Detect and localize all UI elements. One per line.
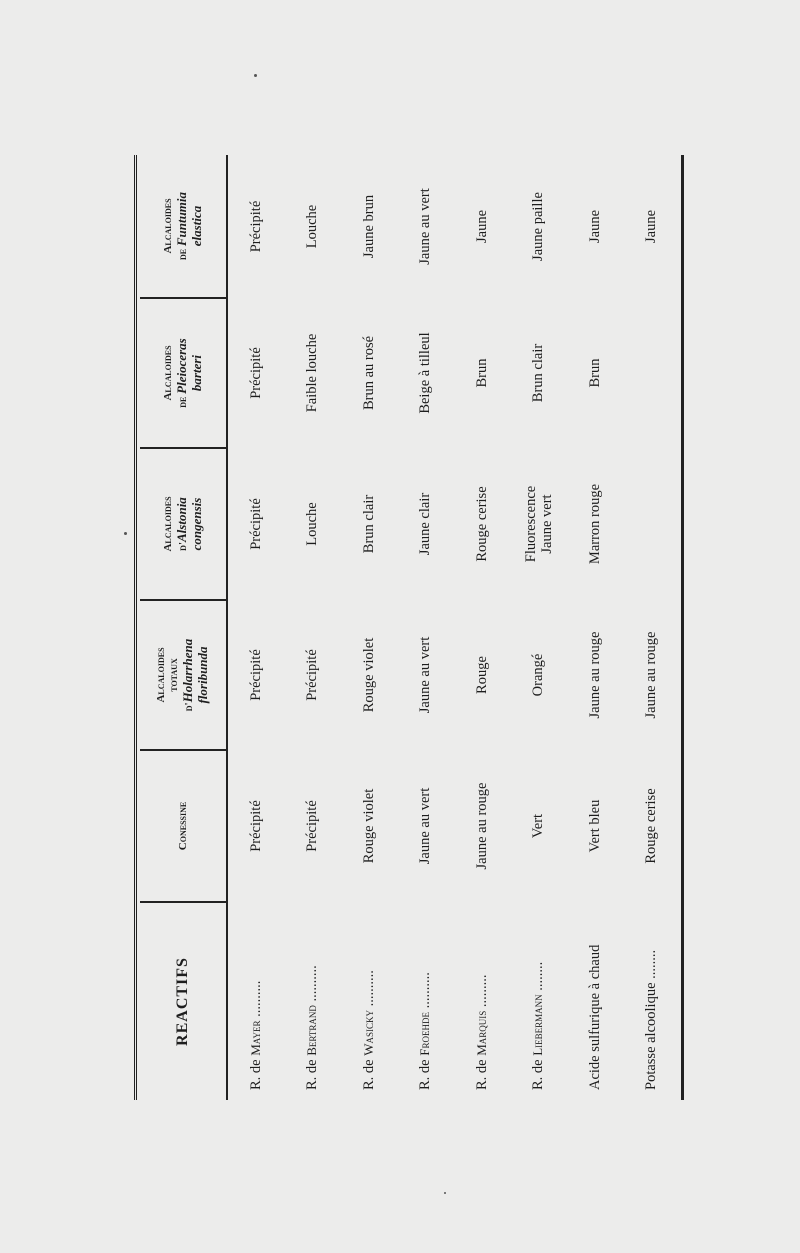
- cell-pleioceras: Brun clair: [530, 343, 547, 403]
- reactif-name: Mayer: [247, 1020, 263, 1056]
- cell-funtumia: Louche: [304, 204, 321, 249]
- header-line: [190, 161, 205, 291]
- cell-conessine: Rouge cerise: [643, 788, 660, 864]
- header-line: Alcaloides: [161, 345, 174, 401]
- header-line: Alcaloides: [161, 198, 174, 254]
- table-row: [454, 155, 510, 1100]
- header-line: [175, 161, 190, 291]
- cell-funtumia: Jaune: [586, 210, 603, 244]
- leader-dots: ..........: [247, 980, 264, 1021]
- reactif-cell: [623, 902, 680, 1100]
- cell-funtumia: Jaune paille: [530, 192, 547, 261]
- cell-conessine: Précipité: [304, 800, 321, 852]
- header-pleioceras: [140, 298, 227, 448]
- cell-conessine: Vert: [530, 813, 547, 839]
- reactif-cell: [454, 902, 510, 1100]
- reactif-cell: [341, 902, 397, 1100]
- bottom-rule: [681, 155, 684, 1100]
- header-prefix: d': [176, 541, 189, 551]
- cell-holarrhena: Précipité: [247, 649, 264, 701]
- reactif-name: Wasicky: [360, 1009, 376, 1056]
- cell-line: Fluorescence: [522, 485, 539, 563]
- table-row: [285, 155, 341, 1100]
- reactif-prefix: R. de: [417, 1055, 434, 1090]
- reactif-prefix: R. de: [473, 1055, 490, 1090]
- header-conessine-label: Conessine: [176, 801, 189, 851]
- reactif-cell: [398, 902, 454, 1100]
- header-prefix: d': [183, 702, 195, 712]
- cell-holarrhena: Jaune au vert: [417, 636, 434, 714]
- header-line: Alcaloides: [161, 496, 174, 552]
- table-row: [341, 155, 397, 1100]
- cell-pleioceras: Précipité: [247, 347, 264, 399]
- reactif-cell: [510, 902, 566, 1100]
- leader-dots: ..........: [360, 970, 377, 1010]
- cell-holarrhena: Jaune au rouge: [586, 631, 603, 719]
- header-line: totaux: [168, 658, 180, 692]
- leader-dots: .........: [473, 974, 490, 1011]
- scan-speck: [444, 1192, 446, 1194]
- header-genus: Funtumia: [173, 191, 189, 247]
- header-line: [190, 455, 205, 593]
- reactif-name: Froehde: [417, 1012, 433, 1056]
- reactif-prefix: Potasse alcoolique: [643, 982, 660, 1090]
- cell-holarrhena: Orangé: [530, 653, 547, 697]
- table-row: [398, 155, 454, 1100]
- cell-holarrhena: Précipité: [304, 649, 321, 701]
- reactif-cell: [567, 902, 623, 1100]
- cell-alstonia: Précipité: [247, 498, 264, 550]
- cell-conessine: Rouge violet: [360, 788, 377, 864]
- cell-alstonia: Brun clair: [360, 494, 377, 554]
- cell-funtumia: Précipité: [247, 200, 264, 253]
- scan-speck: [124, 532, 127, 535]
- reactif-name: Bertrand: [304, 1005, 320, 1056]
- header-prefix: de: [176, 246, 189, 261]
- table-row: [567, 155, 623, 1100]
- table-row: [623, 155, 680, 1100]
- cell-conessine: Vert bleu: [586, 799, 603, 853]
- cell-pleioceras: [623, 298, 680, 448]
- cell-conessine: Jaune au vert: [417, 787, 434, 865]
- cell-alstonia: [510, 448, 566, 600]
- header-line: [196, 607, 211, 743]
- cell-line: Jaune vert: [538, 494, 555, 554]
- header-line: [175, 305, 190, 441]
- reactif-prefix: R. de: [530, 1055, 547, 1090]
- scan-speck: [254, 74, 257, 77]
- header-line: Alcaloides: [155, 647, 167, 703]
- cell-funtumia: Jaune brun: [360, 194, 377, 259]
- leader-dots: ..........: [304, 965, 321, 1006]
- rotated-table-block: [140, 155, 680, 1100]
- cell-alstonia: Jaune clair: [417, 492, 434, 556]
- cell-pleioceras: Faible louche: [304, 333, 321, 413]
- cell-alstonia: Marron rouge: [586, 483, 603, 565]
- reactif-prefix: R. de: [304, 1055, 321, 1090]
- leader-dots: ........: [530, 961, 547, 995]
- header-line: [175, 455, 190, 593]
- top-double-rule: [134, 155, 137, 1100]
- cell-pleioceras: Brun au rosé: [360, 335, 377, 411]
- cell-funtumia: Jaune: [473, 210, 490, 244]
- leader-dots: ........: [643, 949, 660, 983]
- header-funtumia: [140, 155, 227, 298]
- header-alstonia: [140, 448, 227, 600]
- header-genus: Pleioceras: [173, 338, 189, 394]
- cell-pleioceras: Brun: [586, 358, 603, 388]
- header-genus: Alstonia: [173, 497, 189, 542]
- reactif-cell: [227, 902, 285, 1100]
- reactif-prefix: Acide sulfurique à chaud: [586, 944, 603, 1090]
- cell-pleioceras: Brun: [473, 358, 490, 388]
- header-reactifs: REACTIFS: [140, 902, 227, 1100]
- table-row: [510, 155, 566, 1100]
- reactif-name: Marquis: [473, 1010, 489, 1056]
- cell-holarrhena: Rouge: [473, 656, 490, 694]
- reactif-prefix: R. de: [360, 1055, 377, 1090]
- cell-funtumia: Jaune au vert: [417, 188, 434, 265]
- header-species: congensis: [188, 497, 204, 551]
- reactif-name: Liebermann: [530, 994, 546, 1056]
- cell-alstonia: Rouge cerise: [473, 486, 490, 562]
- header-line: [190, 305, 205, 441]
- header-species: barteri: [188, 354, 204, 392]
- cell-funtumia: Jaune: [643, 210, 660, 244]
- header-holarrhena: [140, 600, 227, 750]
- header-conessine: [140, 750, 227, 902]
- cell-holarrhena: Jaune au rouge: [643, 631, 660, 719]
- header-genus: Holarrhena: [180, 638, 195, 703]
- header-row: [140, 155, 227, 1100]
- cell-alstonia: [623, 448, 680, 600]
- cell-pleioceras: Beige à tilleul: [417, 332, 434, 414]
- cell-conessine: Précipité: [247, 800, 264, 852]
- reactif-prefix: R. de: [247, 1055, 264, 1090]
- reactif-cell: [285, 902, 341, 1100]
- cell-holarrhena: Rouge violet: [360, 637, 377, 713]
- header-prefix: de: [176, 393, 189, 408]
- cell-alstonia: Louche: [304, 502, 321, 546]
- header-species: elastica: [188, 205, 204, 247]
- table-row: [227, 155, 285, 1100]
- leader-dots: ..........: [417, 972, 434, 1013]
- header-line: [181, 607, 196, 743]
- cell-conessine: Jaune au rouge: [473, 782, 490, 870]
- header-species: floribunda: [195, 646, 210, 704]
- reagents-table: [140, 155, 680, 1100]
